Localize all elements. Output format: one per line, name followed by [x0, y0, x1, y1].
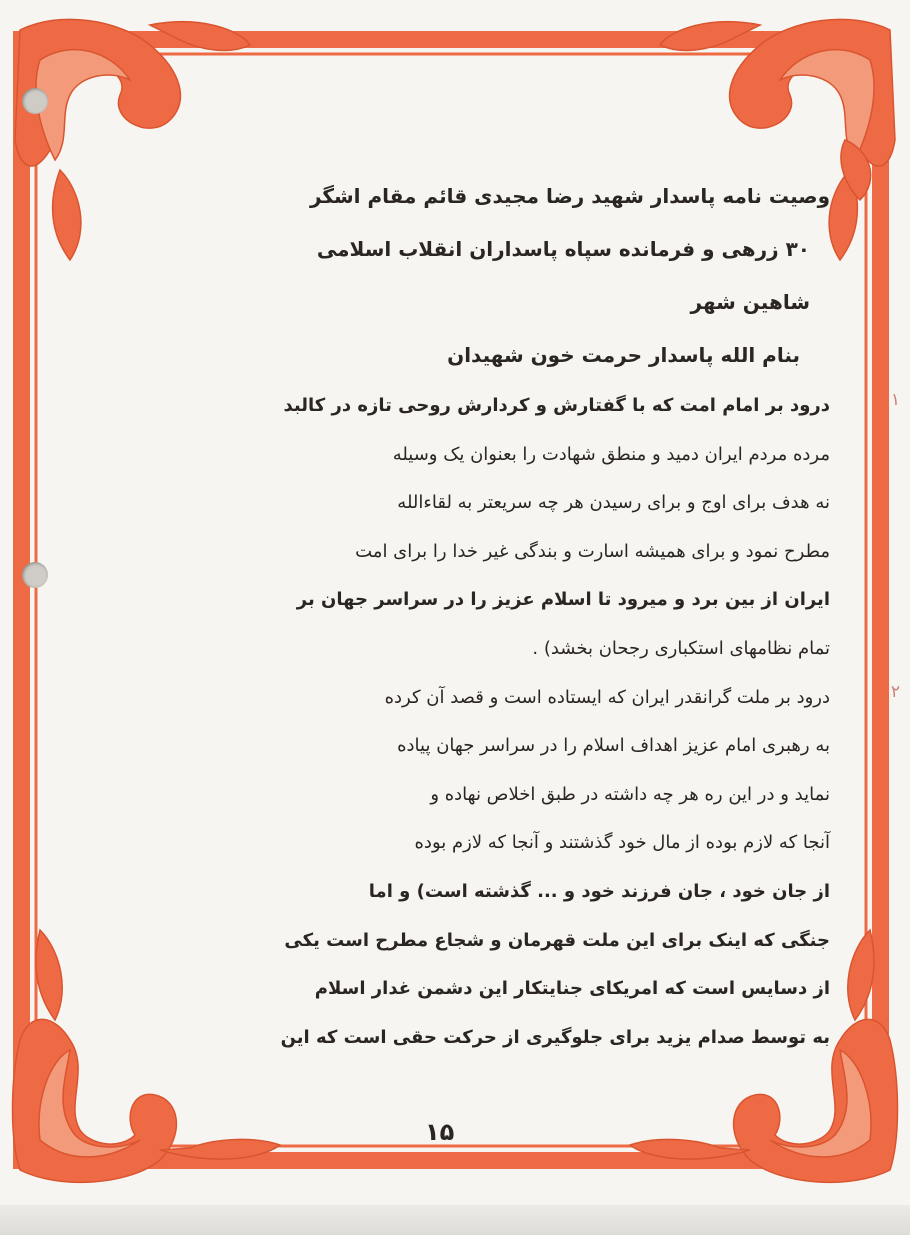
title-line-1: وصیت نامه پاسدار شهید رضا مجیدی قائم مقام اشگر — [309, 184, 830, 208]
punch-hole-bottom — [22, 562, 48, 588]
paragraph-line: آنجا که لازم بوده از مال خود گذشتند و آنجا که لازم بوده — [414, 832, 830, 854]
paragraph-line: نماید و در این ره هر چه داشته در طبق اخلاص نهاده و — [430, 783, 830, 805]
title-line-2: ۳۰ زرهی و فرمانده سپاه پاسداران انقلاب اسلامی — [316, 237, 810, 261]
paragraph-line: ایران از بین برد و میرود تا اسلام عزیز را در سراسر جهان بر — [296, 589, 830, 611]
will-text — [90, 170, 900, 1062]
page-number: ۱۵ — [425, 1118, 455, 1146]
paragraph-line: درود بر ملت گرانقدر ایران که ایستاده است و قصد آن کرده — [384, 686, 830, 708]
paragraph-line: مرده مردم ایران دمید و منطق شهادت را بعنوان یک وسیله — [392, 443, 830, 465]
paragraph-number: ۲ — [890, 681, 900, 702]
paragraph-line: تمام نظامهای استکباری رجحان بخشد) . — [532, 637, 830, 659]
paragraph-line: جنگی که اینک برای این ملت قهرمان و شجاع مطرح است یکی — [284, 929, 830, 951]
paragraph-line: از جان خود ، جان فرزند خود و ... گذشته است) و اما — [368, 880, 830, 902]
paragraph-line: مطرح نمود و برای همیشه اسارت و بندگی غیر خدا را برای امت — [355, 540, 830, 562]
paragraph-line: درود بر امام امت که با گفتارش و کردارش روحی تازه در کالبد — [283, 395, 830, 416]
scan-edge — [0, 1205, 910, 1235]
paragraph-line: نه هدف برای اوج و برای رسیدن هر چه سریعتر به لقاءالله — [397, 492, 830, 514]
paragraph-2 — [90, 674, 900, 1063]
paragraph-line: به توسط صدام یزید برای جلوگیری از حرکت حقی است که این — [280, 1026, 830, 1048]
punch-hole-top — [22, 88, 48, 114]
title-line-3: شاهین شهر — [690, 290, 810, 314]
paragraph-number: ۱ — [890, 390, 900, 410]
title-line-4: بنام الله پاسدار حرمت خون شهیدان — [447, 343, 800, 367]
paragraph-line: به رهبری امام عزیز اهداف اسلام را در سراسر جهان پیاده — [397, 735, 830, 757]
paragraph-1 — [90, 382, 900, 674]
paragraph-line: از دسایس است که امریکای جنایتکار این دشمن غدار اسلام — [314, 978, 830, 1000]
